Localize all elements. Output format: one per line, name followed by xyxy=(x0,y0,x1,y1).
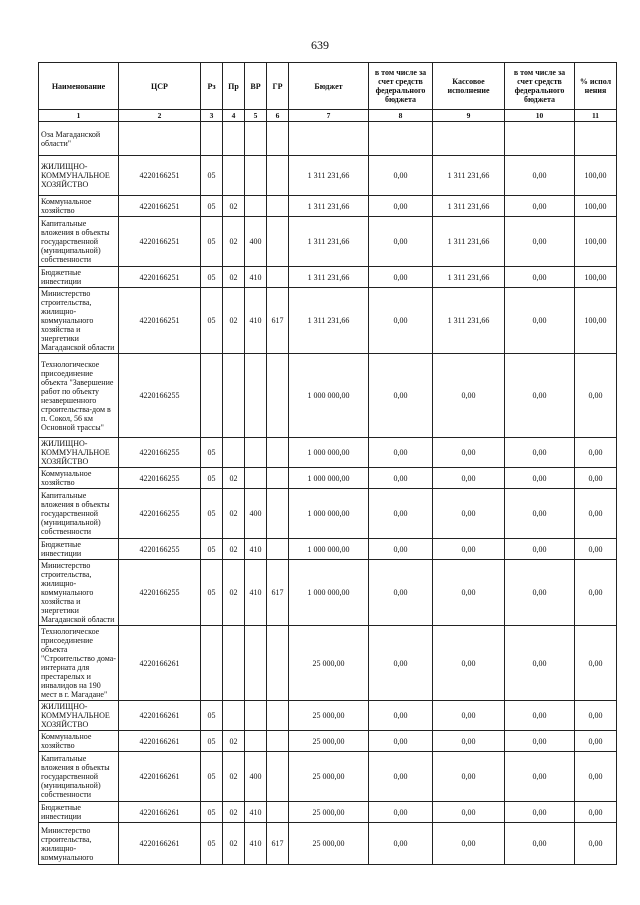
cell-cash-execution: 1 311 231,66 xyxy=(433,217,505,267)
cell-csr: 4220166255 xyxy=(119,560,201,626)
table-row xyxy=(39,701,617,731)
cell-federal: 0,00 xyxy=(369,802,433,823)
cell-budget: 25 000,00 xyxy=(289,823,369,865)
cell-cash-execution: 1 311 231,66 xyxy=(433,267,505,288)
cell-vr xyxy=(245,731,267,752)
cell-pr: 02 xyxy=(223,288,245,354)
header-row xyxy=(39,63,617,110)
cell-rz xyxy=(201,626,223,701)
cell-federal: 0,00 xyxy=(369,752,433,802)
cell-vr: 410 xyxy=(245,267,267,288)
cell-vr xyxy=(245,354,267,438)
table-row xyxy=(39,539,617,560)
cell-federal: 0,00 xyxy=(369,438,433,468)
header-csr: ЦСР xyxy=(119,63,201,110)
cell-federal-execution: 0,00 xyxy=(505,156,575,196)
cell-percent: 0,00 xyxy=(575,560,617,626)
header-pr: Пр xyxy=(223,63,245,110)
column-number-row xyxy=(39,110,617,122)
cell-budget: 25 000,00 xyxy=(289,731,369,752)
column-number: 8 xyxy=(369,110,433,122)
cell-federal xyxy=(369,122,433,156)
cell-vr: 410 xyxy=(245,802,267,823)
cell-name: Министерство строительства, жилищно-коммунального хозяйства и энергетики Магаданской области xyxy=(39,560,119,626)
column-number: 5 xyxy=(245,110,267,122)
cell-percent: 0,00 xyxy=(575,354,617,438)
cell-federal-execution xyxy=(505,122,575,156)
cell-pr: 02 xyxy=(223,196,245,217)
cell-cash-execution: 0,00 xyxy=(433,560,505,626)
cell-cash-execution xyxy=(433,122,505,156)
cell-federal-execution: 0,00 xyxy=(505,802,575,823)
cell-budget: 1 311 231,66 xyxy=(289,288,369,354)
cell-name: Капитальные вложения в объекты государственной (муниципальной) собственности xyxy=(39,217,119,267)
cell-pr xyxy=(223,438,245,468)
cell-pr xyxy=(223,701,245,731)
cell-rz: 05 xyxy=(201,752,223,802)
cell-cash-execution: 0,00 xyxy=(433,438,505,468)
cell-pr: 02 xyxy=(223,802,245,823)
cell-percent: 100,00 xyxy=(575,217,617,267)
table-row xyxy=(39,489,617,539)
cell-cash-execution: 0,00 xyxy=(433,489,505,539)
cell-gr xyxy=(267,438,289,468)
cell-cash-execution: 0,00 xyxy=(433,354,505,438)
table-row xyxy=(39,626,617,701)
cell-budget: 25 000,00 xyxy=(289,752,369,802)
table-row xyxy=(39,196,617,217)
cell-pr: 02 xyxy=(223,539,245,560)
cell-gr xyxy=(267,802,289,823)
cell-cash-execution: 0,00 xyxy=(433,752,505,802)
cell-csr: 4220166255 xyxy=(119,438,201,468)
budget-execution-table xyxy=(38,62,617,865)
cell-gr xyxy=(267,539,289,560)
cell-percent: 100,00 xyxy=(575,156,617,196)
cell-name: Капитальные вложения в объекты государственной (муниципальной) собственности xyxy=(39,489,119,539)
cell-name: Коммунальное хозяйство xyxy=(39,731,119,752)
column-number: 1 xyxy=(39,110,119,122)
cell-rz: 05 xyxy=(201,217,223,267)
table-row xyxy=(39,217,617,267)
cell-cash-execution: 0,00 xyxy=(433,468,505,489)
cell-pr: 02 xyxy=(223,752,245,802)
cell-name: Технологическое присоединение объекта "Завершение работ по объекту незавершенного строительства-дом в п. Сокол, 56 км Основной трассы" xyxy=(39,354,119,438)
column-number: 6 xyxy=(267,110,289,122)
cell-federal: 0,00 xyxy=(369,560,433,626)
cell-rz: 05 xyxy=(201,468,223,489)
cell-federal-execution: 0,00 xyxy=(505,438,575,468)
cell-name: Коммунальное хозяйство xyxy=(39,196,119,217)
cell-percent: 100,00 xyxy=(575,288,617,354)
header-vr: ВР xyxy=(245,63,267,110)
cell-rz: 05 xyxy=(201,489,223,539)
cell-budget: 1 000 000,00 xyxy=(289,489,369,539)
cell-federal-execution: 0,00 xyxy=(505,560,575,626)
cell-cash-execution: 0,00 xyxy=(433,802,505,823)
cell-pr: 02 xyxy=(223,489,245,539)
cell-csr: 4220166251 xyxy=(119,196,201,217)
cell-percent: 0,00 xyxy=(575,701,617,731)
cell-federal: 0,00 xyxy=(369,489,433,539)
cell-budget: 1 311 231,66 xyxy=(289,267,369,288)
cell-cash-execution: 0,00 xyxy=(433,626,505,701)
cell-csr: 4220166255 xyxy=(119,489,201,539)
table-row xyxy=(39,267,617,288)
cell-federal: 0,00 xyxy=(369,823,433,865)
cell-budget: 1 311 231,66 xyxy=(289,196,369,217)
cell-federal: 0,00 xyxy=(369,217,433,267)
cell-name: Бюджетные инвестиции xyxy=(39,802,119,823)
column-number: 7 xyxy=(289,110,369,122)
cell-gr: 617 xyxy=(267,560,289,626)
cell-budget: 25 000,00 xyxy=(289,626,369,701)
cell-name: Министерство строительства, жилищно-коммунального xyxy=(39,823,119,865)
cell-pr xyxy=(223,156,245,196)
cell-name: Министерство строительства, жилищно-коммунального хозяйства и энергетики Магаданской области xyxy=(39,288,119,354)
cell-gr: 617 xyxy=(267,288,289,354)
cell-percent: 100,00 xyxy=(575,267,617,288)
cell-rz: 05 xyxy=(201,731,223,752)
cell-rz: 05 xyxy=(201,156,223,196)
table-row xyxy=(39,468,617,489)
cell-budget: 1 000 000,00 xyxy=(289,354,369,438)
cell-vr: 410 xyxy=(245,539,267,560)
table-row xyxy=(39,560,617,626)
cell-federal-execution: 0,00 xyxy=(505,267,575,288)
cell-gr xyxy=(267,489,289,539)
cell-gr xyxy=(267,122,289,156)
column-number: 3 xyxy=(201,110,223,122)
table-row xyxy=(39,823,617,865)
cell-name: Бюджетные инвестиции xyxy=(39,267,119,288)
cell-gr xyxy=(267,217,289,267)
cell-csr: 4220166251 xyxy=(119,267,201,288)
cell-gr xyxy=(267,626,289,701)
cell-federal: 0,00 xyxy=(369,539,433,560)
cell-name: Бюджетные инвестиции xyxy=(39,539,119,560)
cell-percent: 0,00 xyxy=(575,489,617,539)
cell-name: Технологическое присоединение объекта "Строительство дома-интерната для престарелых и инвалидов на 190 мест в г. Магадане" xyxy=(39,626,119,701)
cell-gr xyxy=(267,731,289,752)
cell-federal-execution: 0,00 xyxy=(505,288,575,354)
cell-csr xyxy=(119,122,201,156)
cell-percent xyxy=(575,122,617,156)
cell-pr xyxy=(223,626,245,701)
cell-vr xyxy=(245,468,267,489)
cell-federal-execution: 0,00 xyxy=(505,489,575,539)
cell-pr: 02 xyxy=(223,823,245,865)
page-number: 639 xyxy=(311,38,329,52)
cell-rz: 05 xyxy=(201,823,223,865)
table-row xyxy=(39,354,617,438)
header-budget: Бюджет xyxy=(289,63,369,110)
column-number: 4 xyxy=(223,110,245,122)
cell-percent: 100,00 xyxy=(575,196,617,217)
header-name: Наименование xyxy=(39,63,119,110)
cell-gr xyxy=(267,752,289,802)
cell-csr: 4220166261 xyxy=(119,823,201,865)
cell-budget: 1 000 000,00 xyxy=(289,468,369,489)
cell-federal: 0,00 xyxy=(369,731,433,752)
table-row xyxy=(39,122,617,156)
cell-rz: 05 xyxy=(201,288,223,354)
cell-rz xyxy=(201,354,223,438)
cell-rz: 05 xyxy=(201,438,223,468)
cell-federal-execution: 0,00 xyxy=(505,752,575,802)
cell-budget: 1 000 000,00 xyxy=(289,539,369,560)
cell-federal-execution: 0,00 xyxy=(505,217,575,267)
cell-rz: 05 xyxy=(201,802,223,823)
cell-percent: 0,00 xyxy=(575,539,617,560)
cell-federal: 0,00 xyxy=(369,156,433,196)
cell-gr xyxy=(267,196,289,217)
cell-pr xyxy=(223,122,245,156)
cell-vr: 410 xyxy=(245,823,267,865)
cell-cash-execution: 0,00 xyxy=(433,701,505,731)
cell-csr: 4220166261 xyxy=(119,752,201,802)
cell-federal: 0,00 xyxy=(369,354,433,438)
cell-gr xyxy=(267,267,289,288)
header-federal: в том числе за счет средств федерального бюджета xyxy=(369,63,433,110)
cell-cash-execution: 0,00 xyxy=(433,539,505,560)
cell-name: ЖИЛИЩНО-КОММУНАЛЬНОЕ ХОЗЯЙСТВО xyxy=(39,438,119,468)
cell-vr xyxy=(245,122,267,156)
cell-gr xyxy=(267,468,289,489)
header-federal-execution: в том числе за счет средств федерального бюджета xyxy=(505,63,575,110)
cell-vr: 400 xyxy=(245,217,267,267)
cell-name: ЖИЛИЩНО-КОММУНАЛЬНОЕ ХОЗЯЙСТВО xyxy=(39,156,119,196)
table-body xyxy=(39,122,617,865)
cell-federal: 0,00 xyxy=(369,196,433,217)
cell-csr: 4220166261 xyxy=(119,701,201,731)
cell-name: Оза Магаданской области" xyxy=(39,122,119,156)
cell-pr: 02 xyxy=(223,560,245,626)
cell-vr xyxy=(245,701,267,731)
header-cash-execution: Кассовое исполнение xyxy=(433,63,505,110)
cell-federal-execution: 0,00 xyxy=(505,196,575,217)
cell-federal: 0,00 xyxy=(369,468,433,489)
cell-federal-execution: 0,00 xyxy=(505,701,575,731)
cell-percent: 0,00 xyxy=(575,752,617,802)
cell-rz: 05 xyxy=(201,701,223,731)
cell-federal: 0,00 xyxy=(369,267,433,288)
cell-vr: 400 xyxy=(245,489,267,539)
cell-percent: 0,00 xyxy=(575,626,617,701)
cell-federal-execution: 0,00 xyxy=(505,539,575,560)
header-gr: ГР xyxy=(267,63,289,110)
cell-csr: 4220166251 xyxy=(119,217,201,267)
cell-federal: 0,00 xyxy=(369,626,433,701)
table-row xyxy=(39,752,617,802)
cell-gr xyxy=(267,701,289,731)
cell-budget: 1 311 231,66 xyxy=(289,156,369,196)
cell-federal-execution: 0,00 xyxy=(505,626,575,701)
cell-csr: 4220166251 xyxy=(119,288,201,354)
cell-budget: 25 000,00 xyxy=(289,802,369,823)
cell-federal-execution: 0,00 xyxy=(505,823,575,865)
column-number: 10 xyxy=(505,110,575,122)
cell-vr: 400 xyxy=(245,752,267,802)
cell-percent: 0,00 xyxy=(575,438,617,468)
cell-vr: 410 xyxy=(245,560,267,626)
cell-pr: 02 xyxy=(223,468,245,489)
cell-percent: 0,00 xyxy=(575,823,617,865)
column-number: 2 xyxy=(119,110,201,122)
cell-percent: 0,00 xyxy=(575,802,617,823)
cell-vr xyxy=(245,626,267,701)
cell-csr: 4220166261 xyxy=(119,731,201,752)
cell-cash-execution: 0,00 xyxy=(433,731,505,752)
cell-federal-execution: 0,00 xyxy=(505,731,575,752)
cell-vr: 410 xyxy=(245,288,267,354)
cell-rz xyxy=(201,122,223,156)
cell-budget: 1 000 000,00 xyxy=(289,438,369,468)
cell-rz: 05 xyxy=(201,267,223,288)
cell-rz: 05 xyxy=(201,539,223,560)
cell-csr: 4220166255 xyxy=(119,539,201,560)
table-row xyxy=(39,802,617,823)
cell-csr: 4220166251 xyxy=(119,156,201,196)
cell-federal-execution: 0,00 xyxy=(505,354,575,438)
cell-gr: 617 xyxy=(267,823,289,865)
header-percent: % испол нения xyxy=(575,63,617,110)
cell-gr xyxy=(267,354,289,438)
cell-budget xyxy=(289,122,369,156)
cell-pr: 02 xyxy=(223,731,245,752)
cell-percent: 0,00 xyxy=(575,731,617,752)
cell-budget: 25 000,00 xyxy=(289,701,369,731)
cell-csr: 4220166255 xyxy=(119,354,201,438)
cell-csr: 4220166261 xyxy=(119,802,201,823)
cell-name: ЖИЛИЩНО-КОММУНАЛЬНОЕ ХОЗЯЙСТВО xyxy=(39,701,119,731)
cell-percent: 0,00 xyxy=(575,468,617,489)
cell-gr xyxy=(267,156,289,196)
table-row xyxy=(39,731,617,752)
cell-budget: 1 000 000,00 xyxy=(289,560,369,626)
table-row xyxy=(39,156,617,196)
cell-pr: 02 xyxy=(223,217,245,267)
cell-federal-execution: 0,00 xyxy=(505,468,575,489)
table-row xyxy=(39,288,617,354)
cell-rz: 05 xyxy=(201,196,223,217)
cell-federal: 0,00 xyxy=(369,701,433,731)
cell-pr xyxy=(223,354,245,438)
table-row xyxy=(39,438,617,468)
cell-name: Капитальные вложения в объекты государственной (муниципальной) собственности xyxy=(39,752,119,802)
cell-csr: 4220166261 xyxy=(119,626,201,701)
cell-federal: 0,00 xyxy=(369,288,433,354)
column-number: 11 xyxy=(575,110,617,122)
cell-name: Коммунальное хозяйство xyxy=(39,468,119,489)
cell-budget: 1 311 231,66 xyxy=(289,217,369,267)
cell-cash-execution: 1 311 231,66 xyxy=(433,288,505,354)
cell-vr xyxy=(245,196,267,217)
cell-cash-execution: 0,00 xyxy=(433,823,505,865)
cell-cash-execution: 1 311 231,66 xyxy=(433,196,505,217)
header-rz: Рз xyxy=(201,63,223,110)
cell-vr xyxy=(245,156,267,196)
cell-pr: 02 xyxy=(223,267,245,288)
column-number: 9 xyxy=(433,110,505,122)
cell-cash-execution: 1 311 231,66 xyxy=(433,156,505,196)
cell-vr xyxy=(245,438,267,468)
cell-csr: 4220166255 xyxy=(119,468,201,489)
cell-rz: 05 xyxy=(201,560,223,626)
